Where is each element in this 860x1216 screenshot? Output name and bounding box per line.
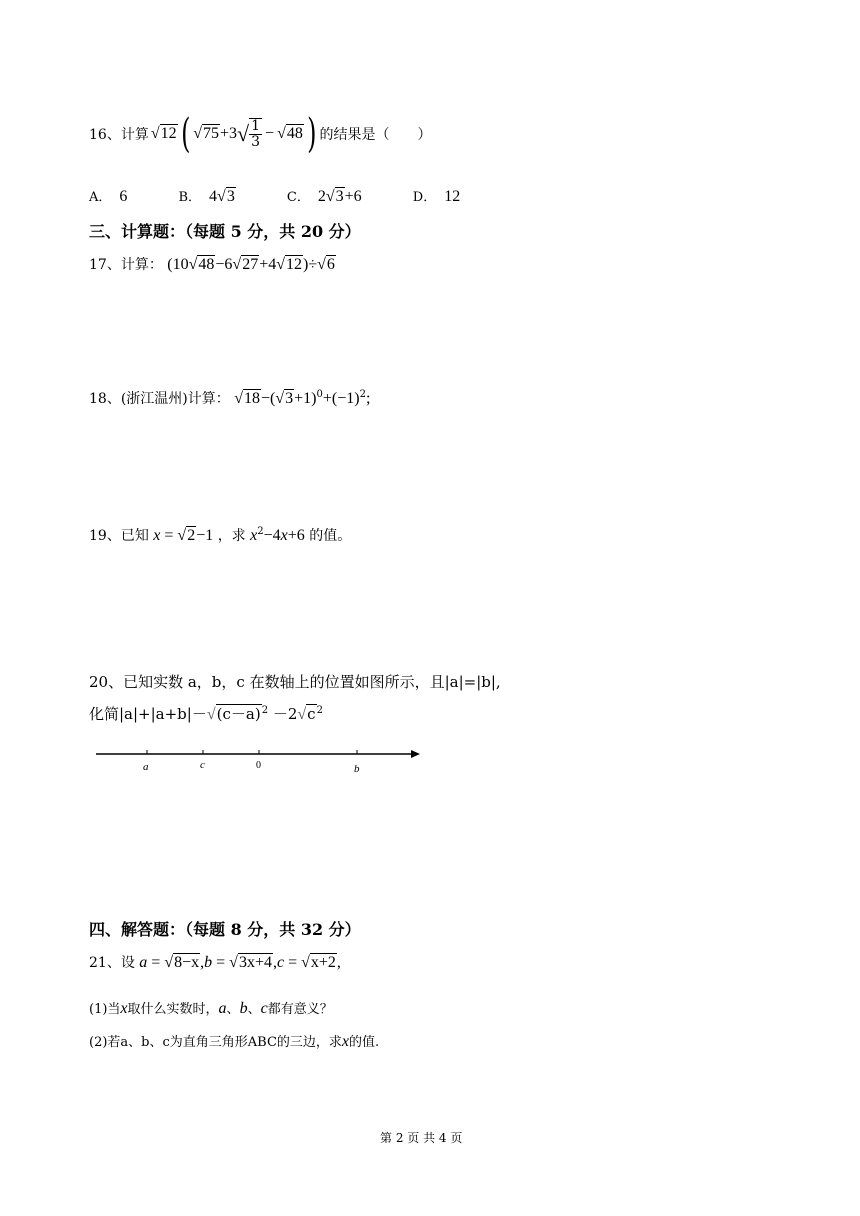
q16-frac-num: 1	[251, 118, 261, 134]
q16-rad48: 48	[286, 125, 303, 142]
q16-prefix: 16、计算	[89, 127, 149, 143]
number-line-label-b: b	[354, 763, 360, 775]
question-21-part2: (2)若a、b、c为直角三角形ABC的三边，求x的值.	[89, 1033, 380, 1050]
q16-plus3: +3	[220, 125, 238, 142]
q16-minus: −	[265, 125, 275, 142]
q16-options	[89, 186, 506, 206]
q16-option-c: C． 2√3+6	[286, 188, 362, 205]
q16-suffix: 的结果是（ ）	[319, 127, 432, 143]
q16-close-paren: )	[306, 111, 317, 157]
section-4-heading: 四、解答题：（每题 8 分，共 32 分）	[89, 920, 361, 939]
q16-rad12: 12	[160, 125, 177, 142]
question-20-line2: 化简$|a|+|a+b|-√(c-a)^2 -2√c^2$	[89, 705, 323, 723]
question-21-part1: (1)当x取什么实数时，a、b、c都有意义？	[89, 1000, 333, 1017]
q19-prefix: 19、已知	[89, 528, 149, 544]
q16-option-b: B． 4√3	[178, 188, 235, 205]
q16-frac-den: 3	[251, 134, 261, 150]
number-line-label-0: 0	[256, 760, 261, 771]
number-line-label-a: a	[143, 761, 149, 773]
number-line-figure	[96, 744, 426, 780]
number-line-arrow	[411, 750, 420, 758]
q16-rad75: 75	[203, 125, 219, 142]
question-16: 16、计算 √12 ( √75 +3 √ $\frac{1}{3}$ − √48 ) 的结果是（ ）	[89, 111, 432, 157]
question-17: 17、计算： (10√48−6√27+4√12)÷√6	[89, 256, 335, 273]
q16-option-a: A． 6	[89, 188, 128, 205]
q17-prefix: 17、计算：	[89, 257, 163, 273]
page-footer: 第 2 页 共 4 页	[380, 1131, 463, 1145]
q18-prefix: 18、(浙江温州)计算：	[89, 391, 230, 407]
question-18: 18、(浙江温州)计算： $√18-(√3+1)^0+(-1)^2$;	[89, 389, 371, 407]
question-19: 19、已知 x = √2−1 ，求 $x^2-4x+6$ 的值。	[89, 526, 352, 544]
question-20-line1: 20、已知实数 a，b，c 在数轴上的位置如图所示，且|a|=|b|,	[89, 673, 501, 691]
q16-option-d: D． 12	[412, 188, 461, 205]
section-3-heading: 三、计算题：（每题 5 分，共 20 分）	[89, 222, 361, 241]
q16-open-paren: (	[180, 111, 191, 157]
number-line-label-c: c	[200, 759, 205, 771]
question-21: 21、设 a = √8−x,b = √3x+4,c = √x+2,	[89, 954, 341, 971]
